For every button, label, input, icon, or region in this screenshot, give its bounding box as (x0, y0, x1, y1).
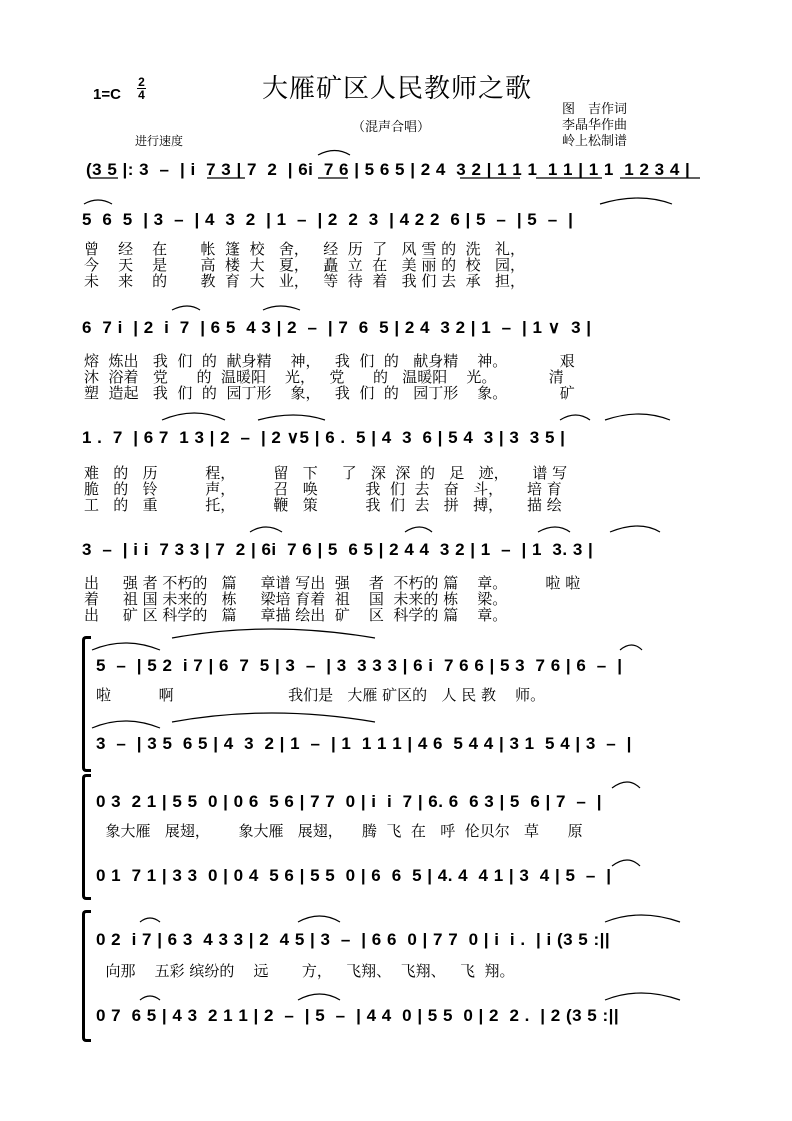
system-bracket (82, 774, 91, 900)
lyrics-row-5-verse-1: 出 强 者 不朽的 篇 章谱 写出 强 者 不朽的 篇 章。 啦 啦 (84, 574, 581, 592)
composer-credit: 李晶华作曲 (562, 118, 628, 133)
lyrics-row-6: 啦 啊 我们是 大雁 矿区的 人 民 教 师。 (96, 686, 546, 704)
notation-row-8-lower: 0 7 6 5 | 4 3 2 1 1 | 2 – | 5 – | 4 4 0 | 5 5 0 | 2 2 . | 2 (3 5 :|| (96, 1006, 620, 1025)
notation-row-4: 1 . 7 | 6 7 1 3 | 2 – | 2 ∨5 | 6 . 5 | 4 3 6 | 5 4 3 | 3 3 5 | (82, 428, 566, 447)
lyrics-row-2-verse-3: 未 来 的 教 育 大 业， 等 待 着 我 们 去 承 担， (84, 272, 525, 290)
lyrics-row-4-verse-2: 脆 的 铃 声， 召 唤 我 们 去 奋 斗， 培 育 (84, 480, 562, 498)
time-bottom: 4 (138, 88, 145, 102)
lyrics-row-3-verse-3: 塑 造起 我 们 的 园丁形 象， 我 们 的 园丁形 象。 矿 (84, 384, 575, 402)
lyrics-row-2-verse-1: 曾 经 在 帐 篷 校 舍， 经 历 了 风 雪 的 洗 礼， (84, 240, 525, 258)
time-top: 2 (138, 75, 145, 89)
subtitle: （混声合唱） (352, 120, 431, 135)
system-bracket (82, 910, 91, 1042)
notation-row-5: 3 – | i i 7 3 3 | 7 2 | 6i 7 6 | 5 6 5 | 2 4 4 3 2 | 1 – | 1 3. 3 | (82, 540, 594, 559)
lyrics-row-8: 向那 五彩 缤纷的 远 方， 飞翔、 飞翔、 飞 翔。 (96, 962, 515, 980)
notation-row-3: 6 7 i | 2 i 7 | 6 5 4 3 | 2 – | 7 6 5 | 2 4 3 2 | 1 – | 1 ∨ 3 | (82, 318, 592, 337)
lyrics-row-5-verse-3: 出 矿 区 科学的 篇 章描 绘出 矿 区 科学的 篇 章。 (84, 606, 508, 624)
lyrics-row-5-verse-2: 着 祖 国 未来的 栋 梁培 育着 祖 国 未来的 栋 梁。 (84, 590, 508, 608)
tempo-marking: 进行速度 (135, 134, 184, 148)
lyrics-row-3-verse-2: 沐 浴着 党 的 温暖阳 光， 党 的 温暖阳 光。 清 (84, 368, 564, 386)
lyrics-row-2-verse-2: 今 天 是 高 楼 大 夏， 矗 立 在 美 丽 的 校 园， (84, 256, 525, 274)
lyrics-row-4-verse-1: 难 的 历 程， 留 下 了 深 深 的 足 迹， 谱 写 (84, 464, 568, 482)
notation-row-7-upper: 0 3 2 1 | 5 5 0 | 0 6 5 6 | 7 7 0 | i i 7 | 6. 6 6 3 | 5 6 | 7 – | (96, 792, 603, 811)
system-bracket (82, 636, 91, 772)
notation-row-8-upper: 0 2 i 7 | 6 3 4 3 3 | 2 4 5 | 3 – | 6 6 0 | 7 7 0 | i i . | i (3 5 :|| (96, 930, 611, 949)
lyrics-row-3-verse-1: 熔 炼出 我 们 的 献身精 神， 我 们 的 献身精 神。 艰 (84, 352, 575, 370)
notation-row-7-lower: 0 1 7 1 | 3 3 0 | 0 4 5 6 | 5 5 0 | 6 6 5 | 4. 4 4 1 | 3 4 | 5 – | (96, 866, 612, 885)
lyrics-row-4-verse-3: 工 的 重 托， 鞭 策 我 们 去 拼 搏， 描 绘 (84, 496, 562, 514)
notation-row-1: (3 5 |: 3 – | i 7 3 | 7 2 | 6i 7 6 | 5 6 5 | 2 4 3 2 | 1 1 1 1 1 | 1 1 1 2 3 4 | (86, 160, 691, 179)
arranger-credit: 岭上松制谱 (562, 134, 628, 149)
notation-row-6-lower: 3 – | 3 5 6 5 | 4 3 2 | 1 – | 1 1 1 1 | 4 6 5 4 4 | 3 1 5 4 | 3 – | (96, 734, 632, 753)
lyricist-credit: 图 吉作词 (562, 102, 628, 117)
song-title: 大雁矿区人民教师之歌 (262, 74, 533, 104)
notation-row-6-upper: 5 – | 5 2 i 7 | 6 7 5 | 3 – | 3 3 3 3 | 6 i 7 6 6 | 5 3 7 6 | 6 – | (96, 656, 623, 675)
key-signature: 1=C (93, 86, 121, 103)
lyrics-row-7: 象大雁 展翅， 象大雁 展翅， 腾 飞 在 呼 伦贝尔 草 原 (96, 822, 583, 840)
notation-row-2: 5 6 5 | 3 – | 4 3 2 | 1 – | 2 2 3 | 4 2 2 6 | 5 – | 5 – | (82, 210, 574, 229)
